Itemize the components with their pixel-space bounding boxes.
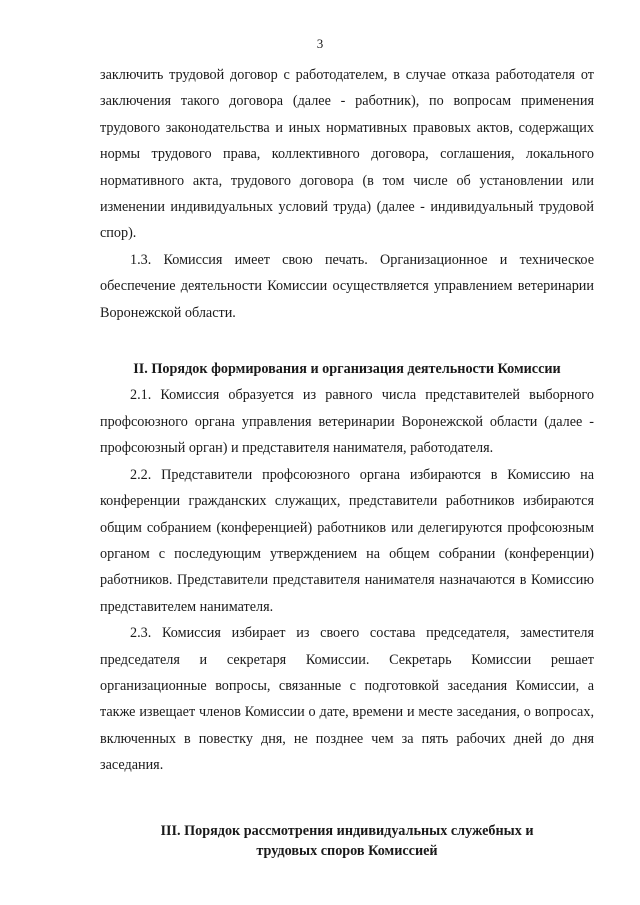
section-spacer [100, 326, 594, 356]
document-body [100, 62, 594, 861]
paragraph-continuation: заключить трудовой договор с работодателем, в случае отказа работодателя от заключения такого договора (далее - работник), по вопросам применения трудового законодательства и иных нормативных правовых актов, содержащих нормы трудового права, коллективного договора, соглашения, локального нормативного акта, трудового договора (в том числе об установлении или изменении индивидуальных условий труда) (далее - индивидуальный трудовой спор). [100, 67, 594, 242]
clause-2-2: 2.2. Представители профсоюзного органа избираются в Комиссию на конференции гражданских служащих, представители работников избираются общим собранием (конференцией) работников или делегируются профсоюзным органом с последующим утверждением на общем собрании (конференции) работников. Представители представителя нанимателя назначаются в Комиссию представителем нанимателя. [100, 466, 594, 615]
clause-2-1: 2.1. Комиссия образуется из равного числа представителей выборного профсоюзного органа управления ветеринарии Воронежской области (далее - профсоюзный орган) и представителя нанимателя, работодателя. [100, 387, 594, 457]
clause-2-3: 2.3. Комиссия избирает из своего состава председателя, заместителя председателя и секретаря Комиссии. Секретарь Комиссии решает организационные вопросы, связанные с подготовкой заседания Комиссии, а также извещает членов Комиссии о дате, времени и месте заседания, о вопросах, включенных в повестку дня, не позднее чем за пять рабочих дней до дня заседания. [100, 625, 594, 774]
section-3-heading-line2: трудовых споров Комиссией [256, 842, 438, 859]
section-3-heading [100, 821, 594, 861]
section-spacer [100, 779, 594, 809]
page-number: 3 [316, 36, 324, 51]
section-2-heading: II. Порядок формирования и организация деятельности Комиссии [133, 361, 561, 378]
clause-1-3: 1.3. Комиссия имеет свою печать. Организационное и техническое обеспечение деятельности Комиссии осуществляется управлением ветеринарии Воронежской области. [100, 251, 594, 321]
section-3-heading-line1: III. Порядок рассмотрения индивидуальных служебных и [160, 822, 534, 839]
